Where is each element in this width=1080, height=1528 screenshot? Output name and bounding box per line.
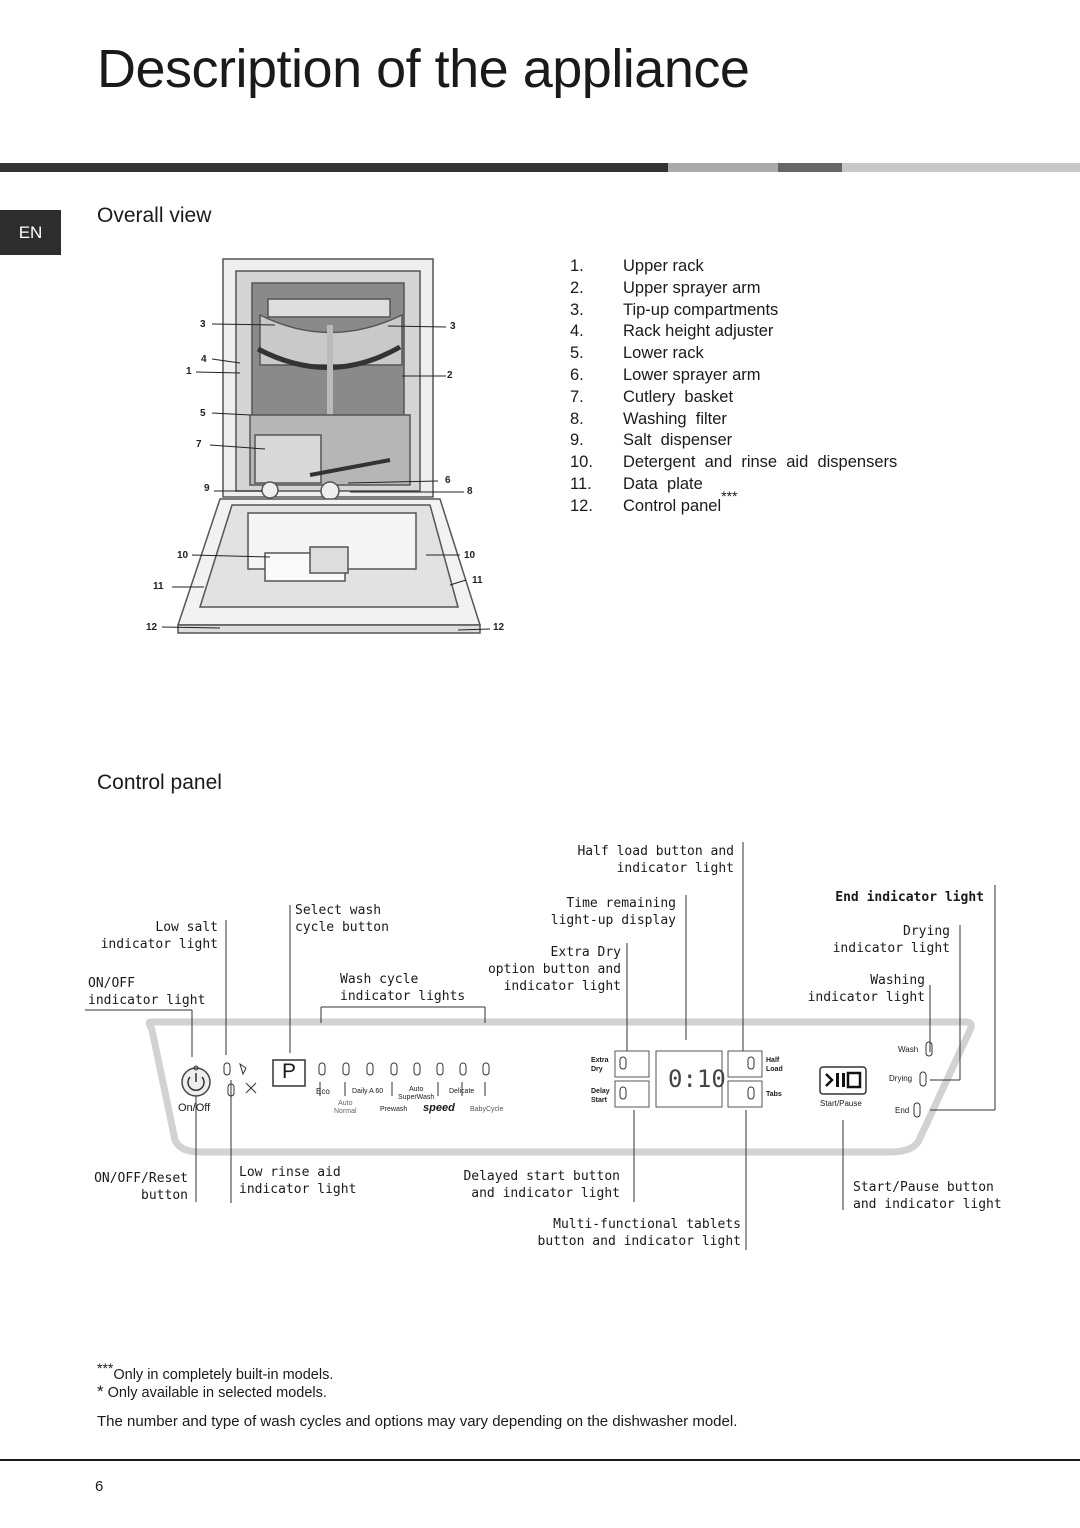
extra-dry-label: Extra Dry option button and indicator light (487, 945, 621, 994)
callout-1: 1 (186, 366, 192, 377)
footnote-mark: *** (721, 487, 738, 504)
parts-list-item: 1. Upper rack (570, 257, 704, 275)
callout-9: 9 (204, 483, 210, 494)
callout-6: 6 (445, 475, 451, 486)
prewash-text: Prewash (380, 1106, 408, 1113)
parts-list-item: 2. Upper sprayer arm (570, 278, 761, 297)
language-tab: EN (0, 210, 61, 255)
tabs-panel-text: Tabs (766, 1091, 782, 1098)
on-off-text: On/Off (178, 1102, 211, 1114)
parts-list-item: 10. Detergent and rinse aid dispensers (570, 453, 898, 472)
page-number: 6 (95, 1478, 104, 1495)
display-digits: 0:10 (668, 1065, 726, 1093)
control-panel-heading: Control panel (97, 771, 222, 794)
callout-12-right: 12 (493, 622, 505, 633)
callout-3-left: 3 (200, 319, 206, 330)
delicate-text: Delicate (449, 1088, 475, 1095)
start-pause-panel-text: Start/Pause (820, 1099, 862, 1108)
tabs-button[interactable] (728, 1081, 762, 1107)
on-off-indicator-label: ON/OFF indicator light (88, 976, 206, 1008)
variation-note: The number and type of wash cycles and options may vary depending on the dishwasher model. (97, 1413, 738, 1430)
washing-indicator-label: Washing indicator light (807, 973, 925, 1005)
half-load-label: Half load button and indicator light (577, 844, 734, 876)
callout-2: 2 (447, 370, 453, 381)
page-title: Description of the appliance (97, 39, 750, 99)
drying-panel-text: Drying (889, 1074, 913, 1083)
start-pause-label: Start/Pause button and indicator light (853, 1180, 1002, 1212)
wash-cycle-label: Wash cycle indicator lights (340, 972, 466, 1004)
auto-normal-text: Auto Normal (334, 1100, 357, 1115)
parts-list-item: 5. Lower rack (570, 344, 704, 363)
parts-list-item: 9. Salt dispenser (570, 431, 733, 450)
select-wash-label: Select wash cycle button (295, 903, 389, 935)
drying-indicator-label: Drying indicator light (832, 924, 950, 956)
low-salt-label: Low salt indicator light (100, 920, 218, 952)
callout-4: 4 (201, 354, 207, 365)
end-panel-text: End (895, 1106, 910, 1115)
footnote-built-in: ***Only in completely built-in models. (97, 1360, 334, 1383)
footnote-selected-models: * Only available in selected models. (97, 1382, 327, 1401)
parts-list-item: 7. Cutlery basket (570, 387, 734, 406)
parts-list-item: 3. Tip-up compartments (570, 300, 779, 319)
multi-tabs-label: Multi-functional tablets button and indicator light (537, 1217, 741, 1249)
delay-start-panel-text: Delay Start (591, 1088, 610, 1104)
callout-7: 7 (196, 439, 202, 450)
time-remaining-label: Time remaining light-up display (550, 896, 676, 928)
low-rinse-label: Low rinse aid indicator light (239, 1165, 357, 1197)
parts-list-item: 8. Washing filter (570, 409, 727, 428)
babycycle-text: BabyCycle (470, 1106, 504, 1113)
callout-10-right: 10 (464, 550, 476, 561)
wash-panel-text: Wash (898, 1045, 919, 1054)
parts-list-item: 12. Control panel *** (570, 496, 897, 518)
daily-text: Daily A 60 (352, 1088, 384, 1095)
parts-list-item: 11. Data plate (570, 474, 703, 493)
delayed-start-label: Delayed start button and indicator light (463, 1169, 620, 1201)
callout-3-right: 3 (450, 321, 456, 332)
callout-11-left: 11 (153, 581, 164, 592)
parts-list-item: 4. Rack height adjuster (570, 322, 774, 341)
parts-list-item: 6. Lower sprayer arm (570, 365, 761, 384)
half-load-button[interactable] (728, 1051, 762, 1077)
overall-view-heading: Overall view (97, 204, 212, 227)
callout-11-right: 11 (472, 575, 483, 586)
eco-text: Eco (316, 1087, 330, 1096)
half-load-panel-text: Half Load (766, 1057, 783, 1073)
extra-dry-panel-text: Extra Dry (591, 1057, 609, 1073)
pause-icon (836, 1073, 839, 1087)
program-key-text: P (282, 1060, 297, 1083)
callout-10-left: 10 (177, 550, 189, 561)
footer-rule (0, 1459, 1080, 1461)
on-off-reset-label: ON/OFF/Reset button (94, 1171, 188, 1203)
speed-text: speed (423, 1102, 455, 1114)
callout-5: 5 (200, 408, 206, 419)
end-indicator-label: End indicator light (835, 890, 984, 905)
auto-superwash-text: Auto SuperWash (398, 1086, 435, 1101)
callout-12-left: 12 (146, 622, 158, 633)
callout-8: 8 (467, 486, 473, 497)
